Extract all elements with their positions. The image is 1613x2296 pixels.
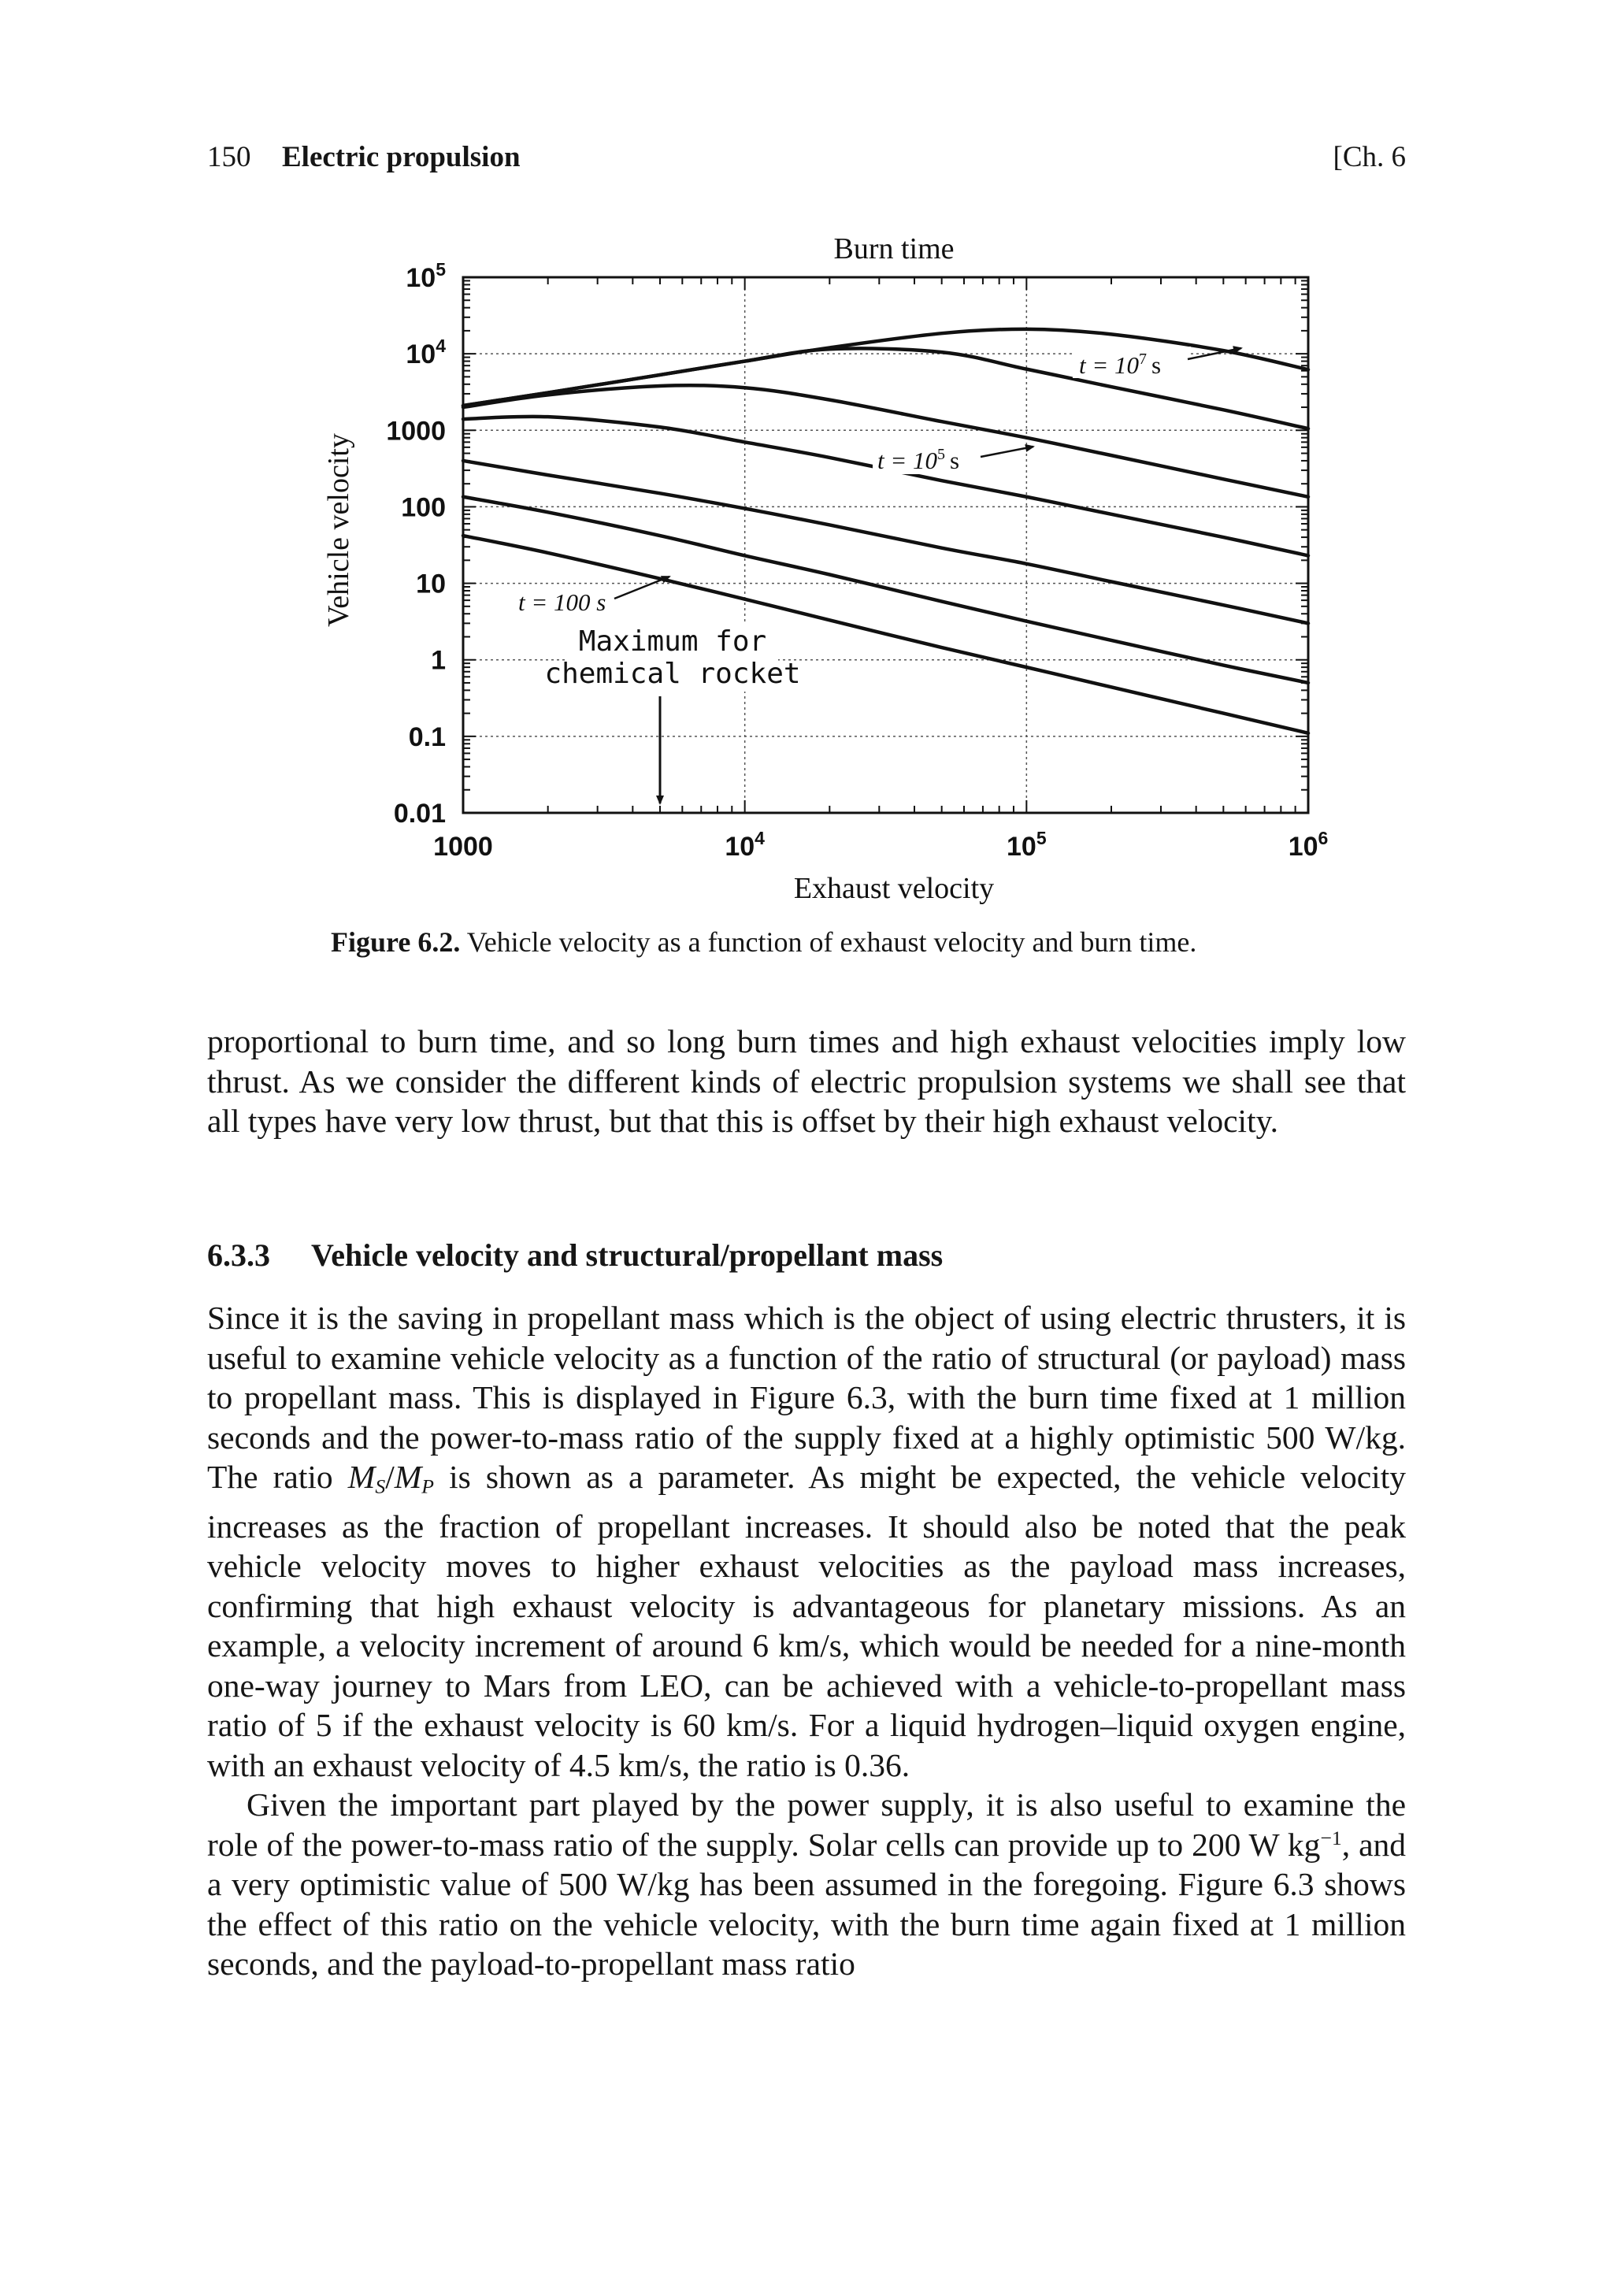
ratio-slash: / xyxy=(385,1459,395,1495)
x-tick-labels xyxy=(433,828,1328,862)
annotation-max-chemical-line2: chemical rocket xyxy=(544,658,801,690)
paragraph-3-part-a: Given the important part played by the power supply, it is also useful to examine the role of the power-to-mass ratio of the supply. Solar cells can provide up to 200 W kg xyxy=(207,1786,1406,1863)
x-tick-exp: 6 xyxy=(1318,828,1329,848)
section-number: 6.3.3 xyxy=(207,1237,270,1273)
annotation-t5-unit: s xyxy=(950,447,960,474)
page-header xyxy=(207,140,1406,180)
annotation-t5-exp: 5 xyxy=(937,446,946,463)
y-tick-label: 0.1 xyxy=(408,721,446,752)
ratio-m2: M xyxy=(394,1459,422,1495)
ratio-mp xyxy=(394,1459,435,1498)
x-tick-label xyxy=(433,832,493,862)
y-tick-label: 10 xyxy=(416,569,446,599)
annotation-arrow-t100 xyxy=(614,577,669,599)
y-tick-label: 100 xyxy=(401,492,446,523)
annotation-arrow-t5 xyxy=(981,447,1033,457)
caption-label: Figure 6.2. xyxy=(331,926,461,958)
paragraph-3 xyxy=(207,1785,1406,1984)
x-tick-exp: 5 xyxy=(1036,828,1047,848)
y-tick-label: 0.01 xyxy=(393,799,446,829)
paragraph-3-part-b: , and a very optimistic value of 500 W/kg has been assumed in the foregoing. Figure 6.3 shows the effect of this ratio on the vehicle velocity, with the burn time again fixed at 1 million seconds, and the payload-to-propellant mass ratio xyxy=(207,1826,1406,1983)
ratio-m1: M xyxy=(347,1459,376,1495)
section-title: Vehicle velocity and structural/propellant mass xyxy=(311,1237,944,1273)
annotation-t7-exp: 7 xyxy=(1139,351,1148,368)
y-tick-label xyxy=(406,259,446,293)
paragraph-1-text: proportional to burn time, and so long burn times and high exhaust velocities imply low thrust. As we consider the different kinds of electric propulsion systems we shall see that all types have very low thrust, but that this is offset by their high exhaust velocity. xyxy=(207,1023,1406,1139)
annotation-t7-base: t = 10 xyxy=(1079,351,1140,379)
x-tick-exp: 4 xyxy=(755,828,765,848)
chapter-label: [Ch. 6 xyxy=(1333,141,1406,173)
x-tick-base: 10 xyxy=(1007,832,1036,862)
y-tick-base: 10 xyxy=(406,263,436,293)
ratio-ms xyxy=(347,1459,386,1498)
y-tick-label: 1000 xyxy=(386,416,446,447)
y-tick-exp: 5 xyxy=(436,259,446,280)
x-axis-label: Exhaust velocity xyxy=(793,872,995,905)
x-tick-base: 10 xyxy=(725,832,755,862)
body-text xyxy=(207,1298,1406,1984)
chart-title: Burn time xyxy=(833,232,955,265)
caption-text: Vehicle velocity as a function of exhaust velocity and burn time. xyxy=(466,926,1197,958)
paragraph-2 xyxy=(207,1298,1406,1785)
paragraph-2-part-b: is shown as a parameter. As might be expected, the vehicle velocity increases as the fraction of propellant increases. It should also be noted that the peak vehicle velocity moves to higher exhaust velocities as the payload mass increases, confirming that high exhaust velocity is advantageous for planetary missions. As an example, a velocity increment of around 6 km/s, which would be needed for a nine-month one-way journey to Mars from LEO, can be achieved with a vehicle-to-propellant mass ratio of 5 if the exhaust velocity is 60 km/s. For a liquid hydrogen–liquid oxygen engine, with an exhaust velocity of 4.5 km/s, the ratio is 0.36. xyxy=(207,1459,1406,1783)
y-tick-label: 1 xyxy=(431,645,446,676)
annotation-t100-label: t = 100 s xyxy=(518,588,606,616)
x-tick-label xyxy=(1289,828,1329,862)
annotation-max-chemical-line1: Maximum for xyxy=(578,625,767,658)
page-number: 150 xyxy=(207,141,251,173)
paragraph-1 xyxy=(207,1022,1406,1141)
annotations xyxy=(512,347,1241,803)
figure-caption xyxy=(331,925,1355,959)
x-tick-label xyxy=(1007,828,1047,862)
x-tick-1000: 1000 xyxy=(433,832,493,862)
running-title: Electric propulsion xyxy=(282,141,521,173)
paragraph-2-part-a: Since it is the saving in propellant mass which is the object of using electric thrusters, it is useful to examine vehicle velocity as a function of the ratio of structural (or payload) mass to propellant mass. This is displayed in Figure 6.3, with the burn time fixed at 1 million seconds and the power-to-mass ratio of the supply fixed at a highly optimistic 500 W/kg. The ratio xyxy=(207,1300,1406,1495)
annotation-t7-unit: s xyxy=(1151,351,1162,379)
section-heading xyxy=(207,1237,943,1274)
y-tick-exp: 4 xyxy=(436,336,446,357)
annotation-t5-base: t = 10 xyxy=(877,447,938,474)
y-tick-base: 10 xyxy=(406,339,436,370)
ratio-sub-s: S xyxy=(375,1474,386,1498)
y-axis-label: Vehicle velocity xyxy=(322,433,355,627)
x-tick-base: 10 xyxy=(1288,832,1318,862)
y-tick-label xyxy=(406,336,446,369)
figure-6-2-chart xyxy=(299,221,1355,914)
x-tick-label xyxy=(725,828,765,862)
paragraph-3-sup: −1 xyxy=(1320,1826,1342,1849)
y-tick-labels xyxy=(386,259,446,829)
annotation-t100 xyxy=(518,588,606,616)
ratio-sub-p: P xyxy=(421,1474,435,1498)
